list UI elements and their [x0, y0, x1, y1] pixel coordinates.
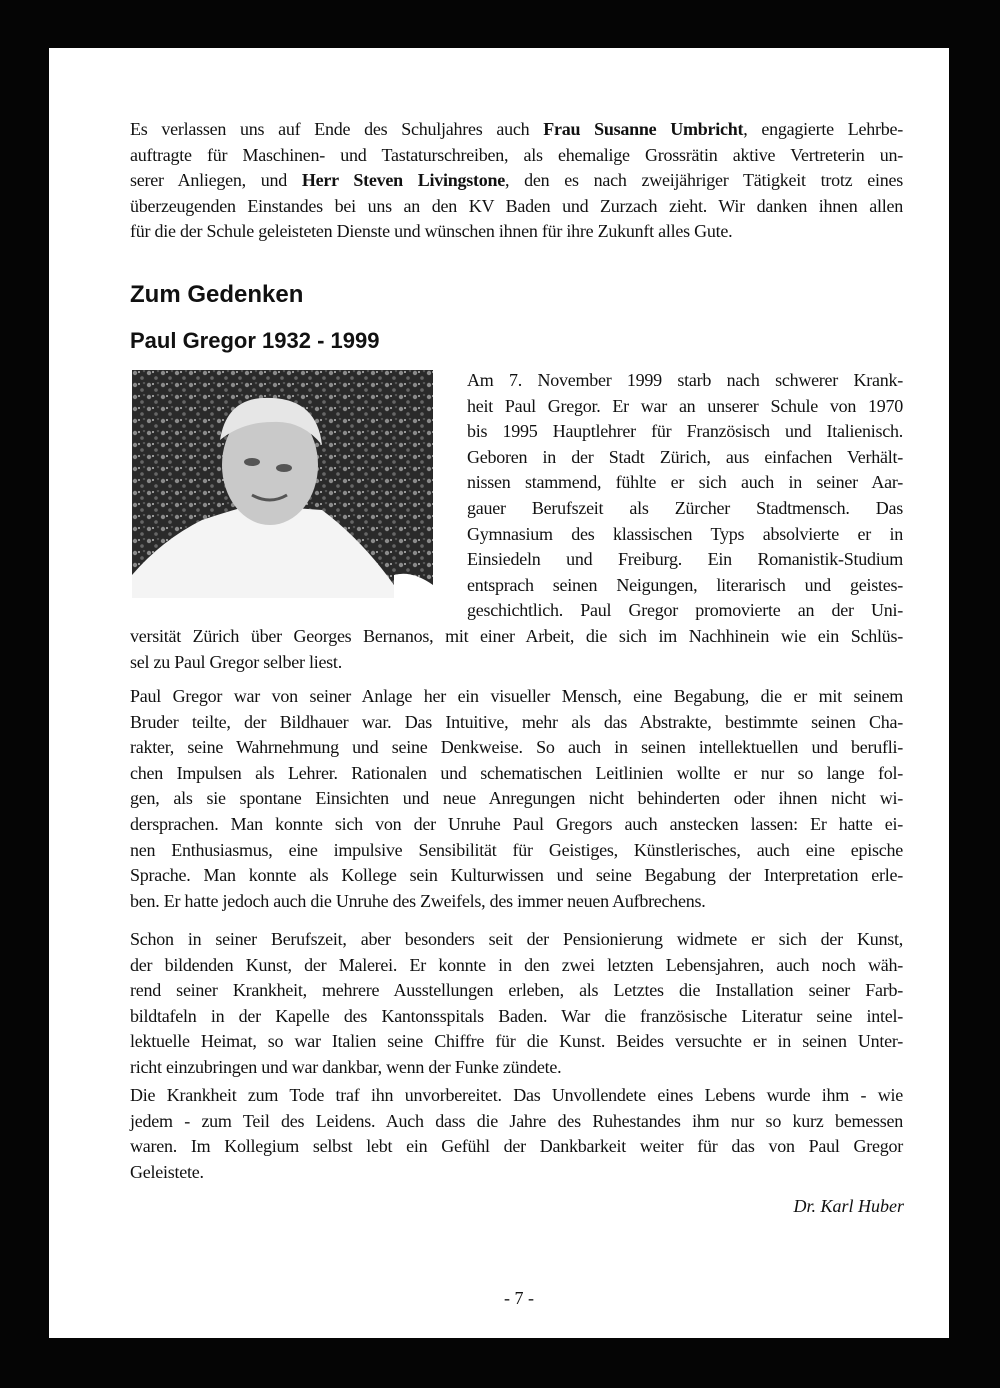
text-line: lektuelle Heimat, so war Italien seine Chiffre für die Kunst. Beides versuchte er in seinen Unter- — [130, 1031, 903, 1052]
author-signature: Dr. Karl Huber — [793, 1196, 904, 1216]
text-line: versität Zürich über Georges Bernanos, mit einer Arbeit, die sich im Nachhinein wie ein Schlüs- — [130, 626, 903, 646]
text-line: Sprache. Man konnte als Kollege sein Kulturwissen und seine Begabung der Interpretation erle- — [130, 865, 903, 886]
text-line: ben. Er hatte jedoch auch die Unruhe des Zweifels, des immer neuen Aufbrechens. — [130, 890, 706, 911]
text-segment: , den es nach zweijähriger Tätigkeit trotz eines — [505, 170, 903, 191]
text-line: nen Enthusiasmus, eine impulsive Sensibilität für Geistiges, Künstlerisches, auch eine epische — [130, 839, 903, 860]
text-line: Am 7. November 1999 starb nach schwerer Krank- — [467, 370, 903, 390]
text-line: Geleistete. — [130, 1161, 204, 1182]
text-line — [130, 168, 903, 194]
text-line: rend seiner Krankheit, mehrere Ausstellungen erleben, als Letztes die Installation seiner Farb- — [130, 980, 903, 1001]
text-line: Die Krankheit zum Tode traf ihn unvorbereitet. Das Unvollendete eines Lebens wurde ihm - wie — [130, 1085, 903, 1105]
text-line: sel zu Paul Gregor selber liest. — [130, 651, 342, 672]
text-line: gen, als sie spontane Einsichten und neue Anregungen nicht behinderten oder ihnen nicht wi- — [130, 788, 903, 809]
memorial-paragraph-2 — [130, 684, 903, 914]
text-line: Gymnasium des klassischen Typs absolvierte er in — [467, 523, 903, 544]
text-line — [130, 117, 903, 143]
text-line: gauer Berufszeit als Zürcher Stadtmensch. Das — [467, 497, 903, 518]
memorial-paragraph-4 — [130, 1083, 903, 1185]
text-line — [130, 143, 903, 169]
text-line: entsprach seinen Neigungen, literarisch und geistes- — [467, 574, 903, 595]
portrait-photo — [132, 370, 433, 598]
intro-paragraph — [130, 117, 903, 245]
text-line: waren. Im Kollegium selbst lebt ein Gefühl der Dankbarkeit weiter für das von Paul Gregor — [130, 1136, 903, 1157]
text-line: chen Impulsen als Lehrer. Rationalen und schematischen Leitlinien wollte er nur so lange fol- — [130, 762, 903, 783]
text-line: Bruder teilte, der Bildhauer war. Das Intuitive, mehr als das Abstrakte, bestimmte seinen Cha- — [130, 711, 903, 732]
text-segment: serer Anliegen, und — [130, 170, 302, 191]
text-line: Schon in seiner Berufszeit, aber besonders seit der Pensionierung widmete er sich der Kunst, — [130, 929, 903, 949]
bold-name: Herr Steven Livingstone — [301, 170, 506, 191]
memorial-subheading: Paul Gregor 1932 - 1999 — [130, 328, 380, 353]
text-line: richt einzubringen und war dankbar, wenn der Funke zündete. — [130, 1056, 562, 1077]
text-line — [130, 194, 903, 220]
text-line: nissen stammend, fühlte er sich auch in seiner Aar- — [467, 472, 903, 493]
text-segment: auftragte für Maschinen- und Tastaturschreiben, als ehemalige Grossrätin aktive Vertreterin un- — [130, 144, 903, 165]
text-segment: Es verlassen uns auf Ende des Schuljahres auch — [130, 119, 544, 139]
memorial-side-text — [467, 368, 903, 624]
page-number: - 7 - — [504, 1288, 534, 1308]
text-line: bis 1995 Hauptlehrer für Französisch und Italienisch. — [467, 421, 903, 442]
text-line: rakter, seine Wahrnehmung und seine Denkweise. So auch in seinen intellektuellen und berufli- — [130, 737, 903, 758]
text-segment: überzeugenden Einstandes bei uns an den KV Baden und Zurzach zieht. Wir danken ihnen allen — [130, 195, 903, 216]
text-line — [130, 219, 903, 245]
text-line: dersprachen. Man konnte sich von der Unruhe Paul Gregors auch anstecken lassen: Er hatte ei- — [130, 813, 903, 834]
text-line: heit Paul Gregor. Er war an unserer Schule von 1970 — [467, 395, 903, 416]
text-line: jedem - zum Teil des Leidens. Auch dass die Jahre des Ruhestandes ihm nur so kurz bemessen — [130, 1110, 903, 1131]
text-line: Einsiedeln und Freiburg. Ein Romanistik-Studium — [467, 549, 903, 570]
text-segment: , engagierte Lehrbe- — [743, 119, 903, 139]
bold-name: Frau Susanne Umbricht — [543, 119, 744, 139]
text-line: der bildenden Kunst, der Malerei. Er konnte in den zwei letzten Lebensjahren, auch noch wäh- — [130, 954, 903, 975]
text-line: geschichtlich. Paul Gregor promovierte an der Uni- — [467, 600, 903, 621]
text-segment: für die der Schule geleisteten Dienste und wünschen ihnen für ihre Zukunft alles Gute. — [130, 221, 733, 242]
memorial-continued-text — [130, 624, 903, 675]
section-heading: Zum Gedenken — [130, 281, 304, 308]
text-line: bildtafeln in der Kapelle des Kantonsspitals Baden. War die französische Literatur seine intel- — [130, 1005, 903, 1026]
text-line: Geboren in der Stadt Zürich, aus einfachen Verhält- — [467, 446, 903, 467]
text-line: Paul Gregor war von seiner Anlage her ein visueller Mensch, eine Begabung, die er mit seinem — [130, 686, 903, 706]
memorial-paragraph-3 — [130, 927, 903, 1081]
